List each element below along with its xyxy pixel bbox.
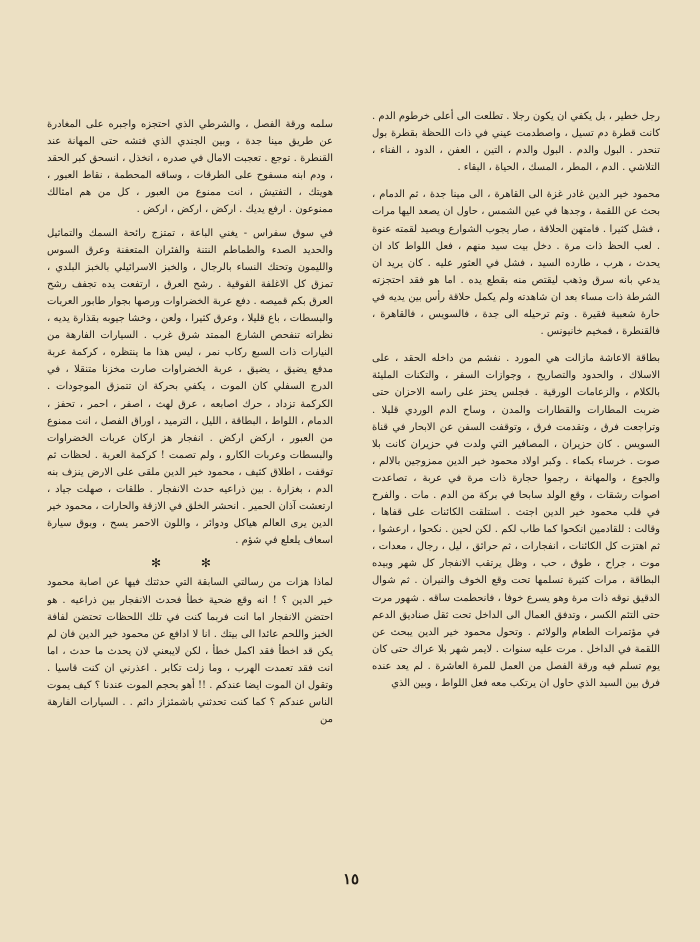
right-paragraph-2: محمود خير الدين غادر غزة الى القاهرة ، الى مينا جدة ، ثم الدمام ، بحث عن اللقمة ، وجدها في عين الشمس ، حاول ان يصعد اليها مرات ، فشل كثيرا . فامتهن الحلاقة ، صار يجوب الشوارع ويصيد لقمته عنوة . لعب الحظ ذات مرة . دخل بيت سيد منهم ، فعل اللواط كاد ان يحدث ، هرب ، طارده السيد ، فشل في العثور عليه . كان يريد ان يدعي بانه سرق وذهب ليقتص منه بقطع يده . اما هو فقد احتجزته الشرطة ذات مساء بعد ان شاهدته ولم يكمل حلاقة رأس بين يديه في حارة شعبية فقيرة . وتم ترحيله الى جدة ، فالسويس ، فالقاهرة ، فالقنطرة ، فمخيم خانيونس . [372,189,660,338]
right-text-column [372,108,660,698]
section-divider: ✻ ✻ [151,556,229,571]
page-number: ١٥ [342,870,360,888]
right-paragraph-3: بطاقة الاعاشة مازالت هي المورد . نفشم من داخله الحقد ، على الاسلاك ، والحدود والتصاريح ، وجوازات السفر ، والتكنات المليئة بالكلام ، والزعامات الورقية . فجلس يحتز على راسه الاحزان حتى ضربت المطارات والقطارات والمدن ، وساح الدم الوردي قليلا . وتراجعت فرق ، وتقدمت فرق ، وتوقفت السفن عن الابحار في قناة السويس . كان حزيران ، المصافير التي ولدت في حزيران كانت بلا صوت . خرساء بكماء . وكبر اولاد محمود خير الدين ممزوجين بالالم ، والجوع ، والمهانة ، رجموا حجارة ذات مرة في عربة ، تصاعدت اصوات رشقات ، وقع الولد سابحا في بركة من الدم . مات . والفرح في قلب محمود خير الدين اجتث . استلقت الكائنات على قفاها ، وقالت : للقادمين انكحوا كما طاب لكم . لكن لحين . نكحوا ، ارعشوا ، ثم اهتزت كل الكائنات ، انفجارات ، ثم حرائق ، ليل ، رجال ، معدات ، موت ، جراح ، طوق ، حب ، وظل يرتقب الانفجار كل شهر وبيده البطاقة ، مرات كثيرة تسلمها تحت وقع الخوف والنيران . ثم شوال الدقيق نوقه ذات مرة وهو يسرع خوفا ، فانحطمت ساقه . شهور مرت حتى التئم الكسر ، وتدفق العمال الى الداخل تحت ثقل صناديق الدعم في مؤتمرات الطعام والولائم . وتحول محمود خير الدين يبحث عن اللقمة في الداخل . مرت عليه سنوات . لايمر شهر بلا عراك حتى كان يوم تسلم فيه ورقة الفصل من العمل للمرة العاشرة . لم يعد عنده فرق بين السيد الذي حاول ان يرتكب معه فعل اللواط ، وبين الذي [372,353,660,689]
left-paragraph-3: لماذا هزات من رسالتي السابقة التي حدثتك فيها عن اصابة محمود خير الدين ؟ ! انه وقع ضحية خطأ فحدث الانفجار بين ذراعيه . هو احتضن الانفجار اما انت فربما كنت في تلك اللحظات تحتضن لفافة الخبز واللحم عائدا الى بيتك . انا لا ادافع عن محمود خير الدين فان لم يكن قد اخطأ فقد اكمل خطأ ، لكن لايبعني لان يحدث ما حدث ، اما انت فقد تعمدت الهرب ، وما زلت تكابر . اعذرني ان كنت قاسيا . وتقول ان الموت ايضا عندكم . !! أهو بحجم الموت عندنا ؟ كيف يموت الناس عندكم ؟ كما كنت تحدثني باشمئزاز دائم . . السيارات الفارهة من [47,577,333,726]
left-paragraph-2: في سوق سفراس - يغني الباعة ، تمتزج رائحة السمك والتماثيل والحديد الصدء والطماطم النتنة والفئران المتعفنة وعرق السوس والليمون وتحتك النساء بالرجال ، والخبز الاسرائيلي بالخبز البلدي ، تمزق كل الاغلفة الفوقية . رشح العرق ، ارتفعت يده تجفف رشح العرق بكم قميصه . دفع عربة الخضراوات ورصها بجوار طابور العربات والبسطات ، باع قليلا ، وعرق كثيرا ، ولعن ، وخشا جيوبه بقذارة يديه ، نظراته تنفحص الشارع الممتد شرق غرب . السيارات الفارهة من النيارات ذات السبع ركاب نمر ، ليس هذا ما ينتظره ، كركمة عربة مدفع يضيق ، يضيق ، عربة الخضراوات صارت مخزنا متنقلا ، في الدرج السفلي كان الموت ، يكفي بحركة ان تتمزق الموجودات . الكركمة تزداد ، حرك اصابعه ، عرق لهث ، اصفر ، احمر ، تحفز ، الدمام ، اللواط ، البطاقة ، الليل ، الترميد ، اوراق الفصل ، انت ممنوع من العبور ، اركض اركض . انفجار هز اركان عربات الخضراوات والبسطات وعربات الكارو ، ولم تصمت ! كركمة العربة . لحظات ثم توقفت ، اطلاق كثيف ، محمود خير الدين ملقى على الارض ينزف بنه الدم ، بغزارة . بين ذراعيه حدث الانفجار . طلقات ، صهلت جياد ، ارتعشت آذان الحمير . انحشر الخلق في الازقة والحارات ، محمود خير الدين يرى العالم هياكل ودوائر ، واللون الاحمر يسح ، وبوق سيارة اسعاف يلعلع في شؤم . [47,227,333,547]
left-paragraph-1: سلمه ورقة الفصل ، والشرطي الذي احتجزه واجبره على المغادرة عن طريق مينا جدة ، وبين الجندي الذي فتشه حتى المهانة عند القنطرة . توجع . تعجبت الامال في صدره ، انخذل ، انسحق كبر الحقد ، ودم ابنه مسفوح على الطرقات ، وساقه المحطمة ، نقاط العبور ، هويتك ، التفتيش ، انت ممنوع من العبور ، كل من هم امثالك ممنوعون . ارفع يديك . اركض ، اركض ، اركض . [47,119,333,216]
left-text-column [47,116,333,734]
right-paragraph-1: رجل خطير ، بل يكفي ان يكون رجلا . تطلعت الى أعلى خرطوم الدم . كانت قطرة دم تسيل ، واصطدمت عيني في ذات اللحظة بقطرة بول تنحدر . البول والدم . البول والدم ، التين ، العفن ، الدود ، الفناء ، التلاشي . الدم ، المطر ، المسك ، الحياة ، البقاء . [372,111,660,174]
